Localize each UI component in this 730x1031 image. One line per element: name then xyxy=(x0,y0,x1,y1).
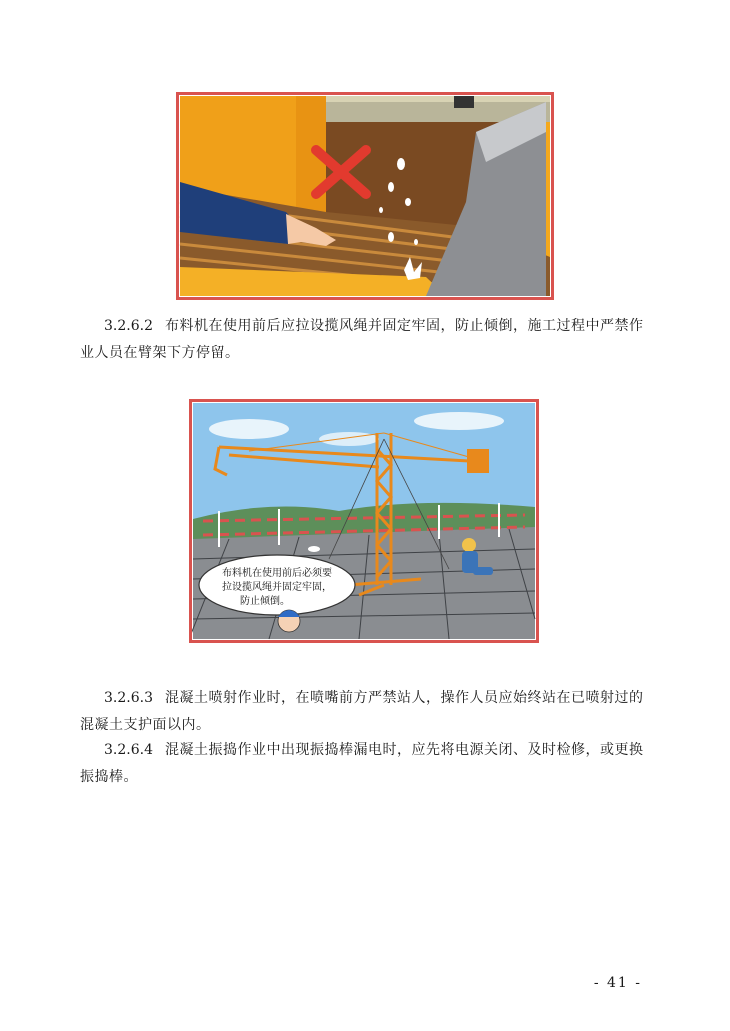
page-number: - 41 - xyxy=(593,975,642,991)
lamp-icon xyxy=(454,96,474,108)
section-text: 混凝土喷射作业时，在喷嘴前方严禁站人，操作人员应始终站在已喷射过的混凝土支护面以内。 xyxy=(80,690,644,733)
mascot-icon xyxy=(278,610,300,632)
bubble-line-1: 布料机在使用前后必须要 xyxy=(222,568,332,579)
section-number: 3.2.6.3 xyxy=(104,690,153,706)
section-text: 混凝土振捣作业中出现振捣棒漏电时，应先将电源关闭、及时检修，或更换振捣棒。 xyxy=(80,742,644,785)
counterweight xyxy=(467,449,489,473)
bubble-line-2: 拉设揽风绳并固定牢固， xyxy=(222,582,332,593)
section-number: 3.2.6.4 xyxy=(104,742,153,758)
section-3-2-6-4 xyxy=(80,737,650,791)
section-3-2-6-3 xyxy=(80,685,650,739)
section-3-2-6-2 xyxy=(80,313,650,367)
section-number: 3.2.6.2 xyxy=(104,318,153,334)
figure-placing-boom-illustration xyxy=(189,399,539,643)
section-text: 布料机在使用前后应拉设揽风绳并固定牢固，防止倾倒，施工过程中严禁作业人员在臂架下方停留。 xyxy=(80,318,644,361)
figure-hopper-illustration xyxy=(176,92,554,300)
bubble-line-3: 防止倾倒。 xyxy=(240,596,290,607)
